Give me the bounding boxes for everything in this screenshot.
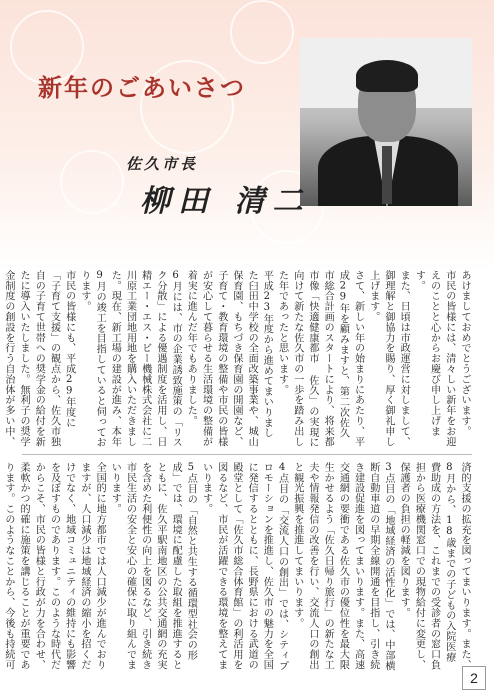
author-role: 佐久市長 (126, 155, 199, 173)
photo-tie (382, 146, 392, 204)
page-title: 新年のごあいさつ (38, 73, 246, 102)
author-name: 柳田 清二 (140, 184, 311, 219)
article-body-bottom (2, 462, 472, 672)
paragraph: あけましておめでとうございます。 (459, 270, 470, 437)
flower-decoration (60, 150, 124, 214)
paragraph: さて、新しい年の始まりにあたり、平成29年を顧みますと、第二次佐久市総合計画のスタートにより、将来都市像「快適健康都市 佐久」の実現に向けて新たな佐久市の一歩を踏み出した年であったと思います。 (276, 270, 364, 448)
paragraph: 市民の皆様にも、平成29年度に「子育て支援」の観点から、佐久市独自の子育て世帯への奨学金の給付を新たに導入いたしました。無利子の奨学金制度の創設を行う自治体が多い中、 (2, 270, 75, 447)
flower-decoration (230, 0, 294, 64)
paragraph: 市民の皆様には、清々しい新年をお迎えのことと心からお慶び申し上げます。 (413, 270, 455, 447)
paragraph: 平成23年度から進めてまいりました臼田中学校の全面改築事業や、城山保育園、もちづき保育園の開園など、子育て・教育環境の整備や市民の皆様が安心して暮らせる生活環境の整備が着実に進んだ年でもありました。 (185, 270, 273, 447)
paragraph: また、日頃は市政運営に対しまして、御理解と御協力を賜り、厚く御礼申し上げます。 (367, 270, 410, 447)
paragraph: 4点目の「交流人口の創出」では、シティプロモーションを推進し、佐久市の魅力を全国に発信するとともに、長野県における武道の殿堂として「佐久市総合体育館」の利活用を図るなど、市民が活躍できる環境を整えてまいります。 (200, 462, 288, 671)
article-body-top (2, 270, 472, 448)
photo-hair (356, 60, 418, 92)
paragraph: 3点目の「地域経済の活性化」では、中部横断自動車道の早期全線開通を目指し、引き続き建設促進を図ってまいります。また、高速交通網の要衝である佐久市の優位性を最大限生かせるよう「佐久日帰り旅行」の新たな工夫や情報発信の改善を行い、交流人口の創出と観光振興を推進してまいります。 (291, 462, 394, 671)
paragraph: 全国的に地方都市では人口減少が進んでおりますが、人口減少は地域経済の縮小を招くだけでなく、地域コミュニティの維持にも影響を及ぼすものであります。このような時代だからこそ、市民の皆様と行政が力を合わせ、柔軟かつ的確に施策を講じることが重要であります。このようなことから、今後も持続可 (2, 462, 106, 670)
section-divider (22, 454, 472, 455)
paragraph: 5点目の「自然と共生する循環型社会の形成」では、環境に配慮した取組を推進するとともに、佐久平駅南地区の公共交通網の充実を含めた利便性の向上を図るなど、引き続き市民生活の安全と安心の確保に取り組んでまいります。 (109, 462, 197, 670)
page-number: 2 (462, 666, 486, 690)
mayor-photo (300, 38, 472, 206)
paragraph: 6月には、市の企業誘致施策の「リスク分散」による優遇制度を活用し、日精エー・エス・ビー機械株式会社に二川原工業団地用地を購入いただきました。現在、新工場の建設が進み、本年9月の竣工を目指していると伺っております。 (78, 270, 182, 448)
paragraph: 済的支援の拡充を図ってまいります。また、8月から、18歳までの子どもの入院医療費助成の方法を、これまでの受診者の窓口負担から医療機関窓口での現物給付に変更し、保護者の負担の軽減を図ります。 (398, 462, 470, 670)
